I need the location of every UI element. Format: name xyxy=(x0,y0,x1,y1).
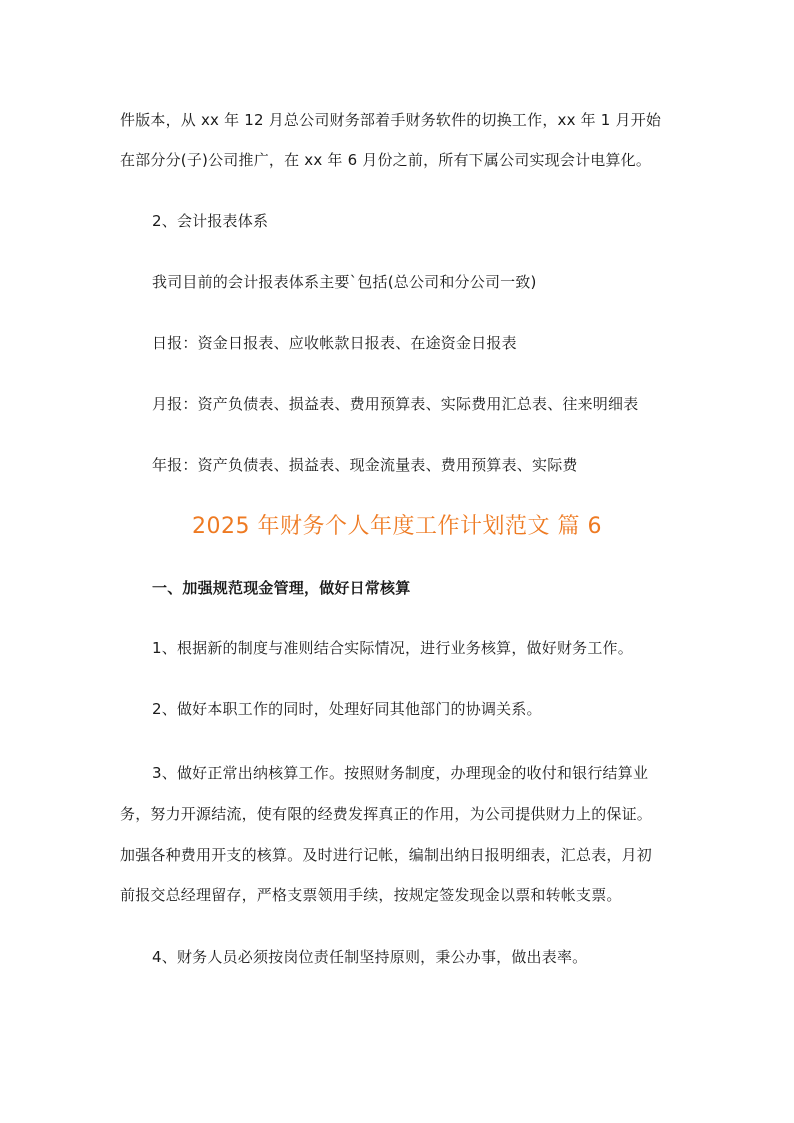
list-item: 3、做好正常出纳核算工作。按照财务制度，办理现金的收付和银行结算业 xyxy=(152,764,649,782)
paragraph-line: 加强各种费用开支的核算。及时进行记帐，编制出纳日报明细表，汇总表，月初 xyxy=(120,846,653,864)
paragraph-line: 务，努力开源结流，使有限的经费发挥真正的作用，为公司提供财力上的保证。 xyxy=(120,805,653,823)
annual-report-line: 年报：资产负债表、损益表、现金流量表、费用预算表、实际费 xyxy=(152,456,578,474)
monthly-report-line: 月报：资产负债表、损益表、费用预算表、实际费用汇总表、往来明细表 xyxy=(152,395,639,413)
list-item: 2、做好本职工作的同时，处理好同其他部门的协调关系。 xyxy=(152,700,542,718)
paragraph-line: 在部分分(子)公司推广，在 xx 年 6 月份之前，所有下属公司实现会计电算化。 xyxy=(120,151,652,169)
paragraph-line: 前报交总经理留存，严格支票领用手续，按规定签发现金以票和转帐支票。 xyxy=(120,886,622,904)
daily-report-line: 日报：资金日报表、应收帐款日报表、在途资金日报表 xyxy=(152,334,517,352)
paragraph-line: 件版本，从 xx 年 12 月总公司财务部着手财务软件的切换工作，xx 年 1 月开始 xyxy=(120,111,662,129)
section-title: 2025 年财务个人年度工作计划范文 篇 6 xyxy=(192,514,602,539)
list-item: 1、根据新的制度与准则结合实际情况，进行业务核算，做好财务工作。 xyxy=(152,639,633,657)
subheading-accounting-reports: 2、会计报表体系 xyxy=(152,212,269,230)
section-heading: 一、加强规范现金管理，做好日常核算 xyxy=(152,579,411,597)
paragraph-line: 我司目前的会计报表体系主要`包括(总公司和分公司一致) xyxy=(152,273,537,291)
list-item: 4、财务人员必须按岗位责任制坚持原则，秉公办事，做出表率。 xyxy=(152,948,588,966)
